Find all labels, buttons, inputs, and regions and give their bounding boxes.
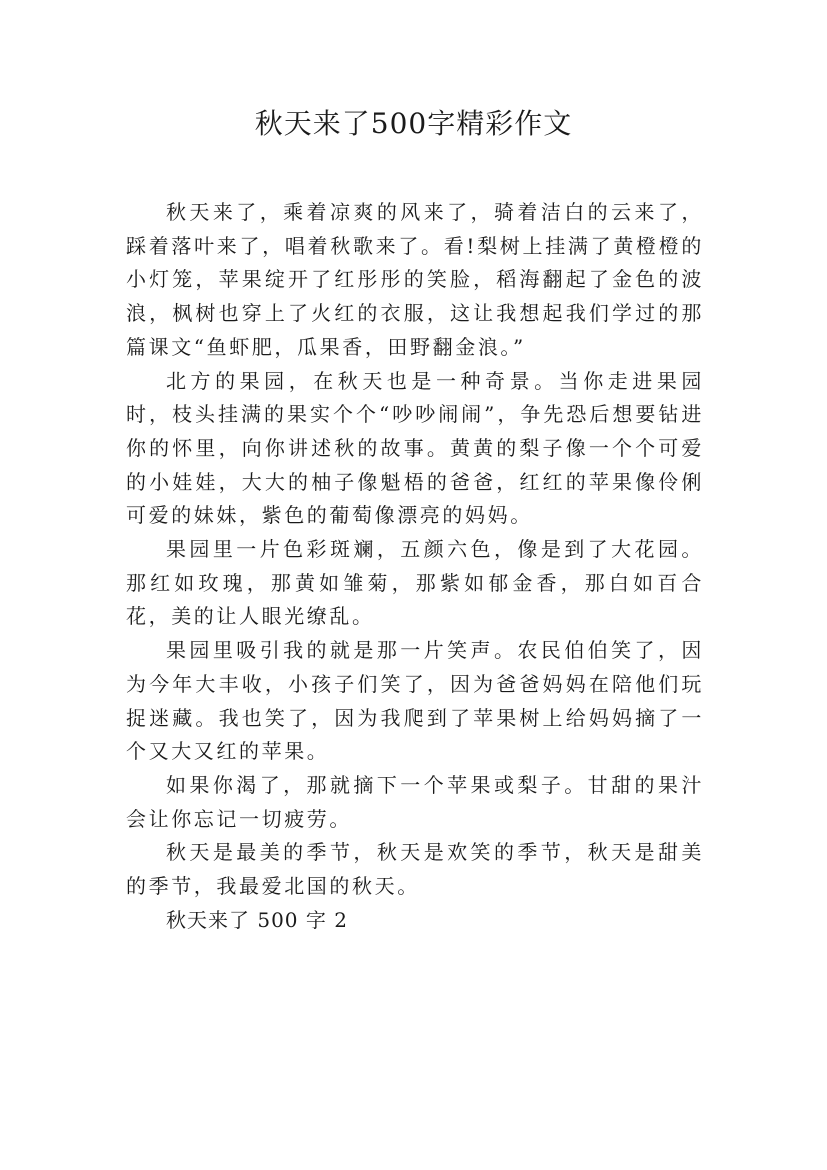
document-title: 秋天来了500字精彩作文	[254, 107, 573, 140]
paragraph-1: 秋天来了，乘着凉爽的风来了，骑着洁白的云来了，踩着落叶来了，唱着秋歌来了。看!梨树上挂满了黄橙橙的小灯笼，苹果绽开了红彤彤的笑脸，稻海翻起了金色的波浪，枫树也穿上了火红的衣服，这让我想起我们学过的那篇课文“鱼虾肥，瓜果香，田野翻金浪。”	[126, 200, 704, 359]
paragraph-4: 果园里吸引我的就是那一片笑声。农民伯伯笑了，因为今年大丰收，小孩子们笑了，因为爸爸妈妈在陪他们玩捉迷藏。我也笑了，因为我爬到了苹果树上给妈妈摘了一个又大又红的苹果。	[126, 638, 704, 764]
section-heading-2: 秋天来了 500 字 2	[166, 907, 348, 932]
paragraph-6: 秋天是最美的季节，秋天是欢笑的季节，秋天是甜美的季节，我最爱北国的秋天。	[126, 840, 704, 899]
paragraph-2: 北方的果园，在秋天也是一种奇景。当你走进果园时，枝头挂满的果实个个“吵吵闹闹”，争先恐后想要钻进你的怀里，向你讲述秋的故事。黄黄的梨子像一个个可爱的小娃娃，大大的柚子像魁梧的爸爸，红红的苹果像伶俐可爱的妹妹，紫色的葡萄像漂亮的妈妈。	[126, 368, 704, 528]
paragraph-5: 如果你渴了，那就摘下一个苹果或梨子。甘甜的果汁会让你忘记一切疲劳。	[126, 772, 704, 831]
document-body	[126, 196, 704, 937]
paragraph-3: 果园里一片色彩斑斓，五颜六色，像是到了大花园。那红如玫瑰，那黄如雏菊，那紫如郁金香，那白如百合花，美的让人眼光缭乱。	[126, 537, 704, 629]
